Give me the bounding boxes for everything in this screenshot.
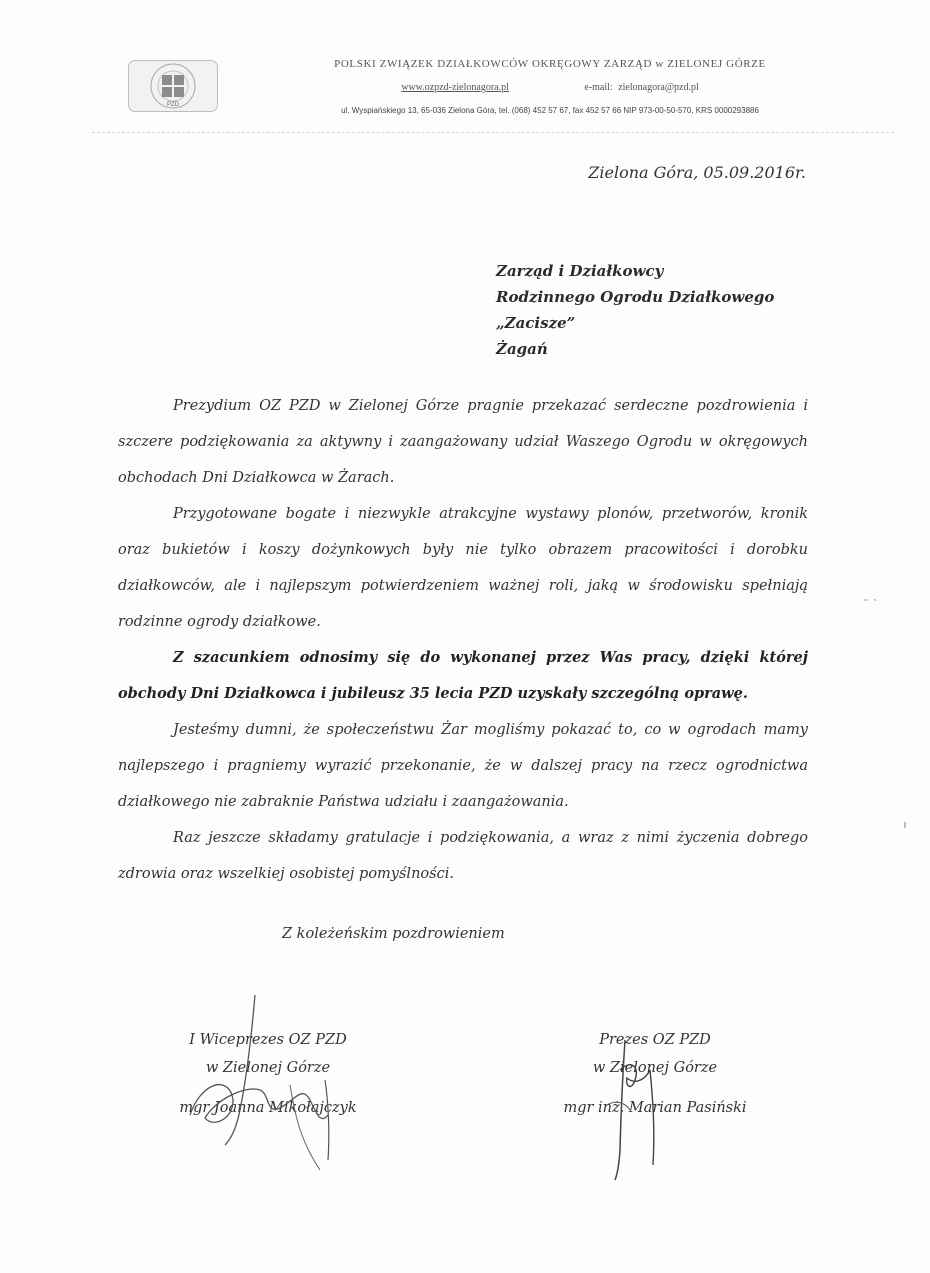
signatory-title: I Wiceprezes OZ PZD (189, 1032, 347, 1048)
signatory-name: mgr Joanna Mikołajczyk (179, 1100, 357, 1116)
closing-salutation: Z koleżeńskim pozdrowieniem (282, 926, 505, 942)
signatory-place: w Zielonej Górze (592, 1060, 718, 1076)
signatory-title: Prezes OZ PZD (599, 1032, 711, 1048)
signatory-name: mgr inż. Marian Pasiński (563, 1100, 747, 1116)
scan-artifact-icon (902, 820, 908, 832)
recipient-line: „Zacisze” (496, 314, 576, 332)
letterhead-contacts (280, 82, 820, 93)
body-paragraph: Przygotowane bogate i niezwykle atrakcyjne wystawy plonów, przetworów, kronik oraz bukietów i koszy dożynkowych były nie tylko obrazem pracowitości i dorobku działkowców, ale i najlepszym potwierdzeniem ważnej roli, jaką w środowisku spełniają rodzinne ogrody działkowe. (118, 506, 808, 630)
letter-body (118, 388, 808, 892)
recipient-line: Żagań (496, 340, 548, 358)
signature-block-left (168, 1026, 368, 1122)
scan-artifact-icon (862, 596, 882, 604)
letterhead-address: ul. Wyspiańskiego 13, 65-036 Zielona Góra, tel. (068) 452 57 67, fax 452 57 66 NIP 973-00-50-570, KRS 0000293886 (341, 106, 759, 115)
body-paragraph-emphasis: Z szacunkiem odnosimy się do wykonanej przez Was pracy, dzięki której obchody Dni Działkowca i jubileusz 35 lecia PZD uzyskały szczególną oprawę. (118, 649, 808, 702)
recipient-line: Zarząd i Działkowcy (496, 262, 664, 280)
letterhead-divider (92, 132, 894, 133)
recipient-line: Rodzinnego Ogrodu Działkowego (496, 288, 775, 306)
website-link[interactable]: www.ozpzd-zielonagora.pl (401, 82, 509, 93)
signature-block-right (555, 1026, 755, 1122)
recipient-block (496, 258, 774, 362)
body-paragraph: Raz jeszcze składamy gratulacje i podziękowania, a wraz z nimi życzenia dobrego zdrowia oraz wszelkiej osobistej pomyślności. (118, 830, 808, 882)
body-paragraph: Jesteśmy dumni, że społeczeństwu Żar mogliśmy pokazać to, co w ogrodach mamy najlepszego i pragniemy wyrazić przekonanie, że w dalszej pracy na rzecz ogrodnictwa działkowego nie zabraknie Państwa udziału i zaangażowania. (118, 722, 808, 810)
organization-logo (128, 60, 218, 112)
email-address[interactable]: e-mail: zielonagora@pzd.pl (584, 82, 699, 93)
organization-name: POLSKI ZWIĄZEK DZIAŁKOWCÓW OKRĘGOWY ZARZĄD w ZIELONEJ GÓRZE (334, 58, 766, 70)
letter-date: Zielona Góra, 05.09.2016r. (588, 163, 806, 182)
logo-lettering: PZD (167, 102, 179, 108)
signatory-place: w Zielonej Górze (205, 1060, 331, 1076)
pzd-logo-icon (129, 61, 217, 111)
body-paragraph: Prezydium OZ PZD w Zielonej Górze pragnie przekazać serdeczne pozdrowienia i szczere podziękowania za aktywny i zaangażowany udział Waszego Ogrodu w okręgowych obchodach Dni Działkowca w Żarach. (118, 398, 808, 486)
